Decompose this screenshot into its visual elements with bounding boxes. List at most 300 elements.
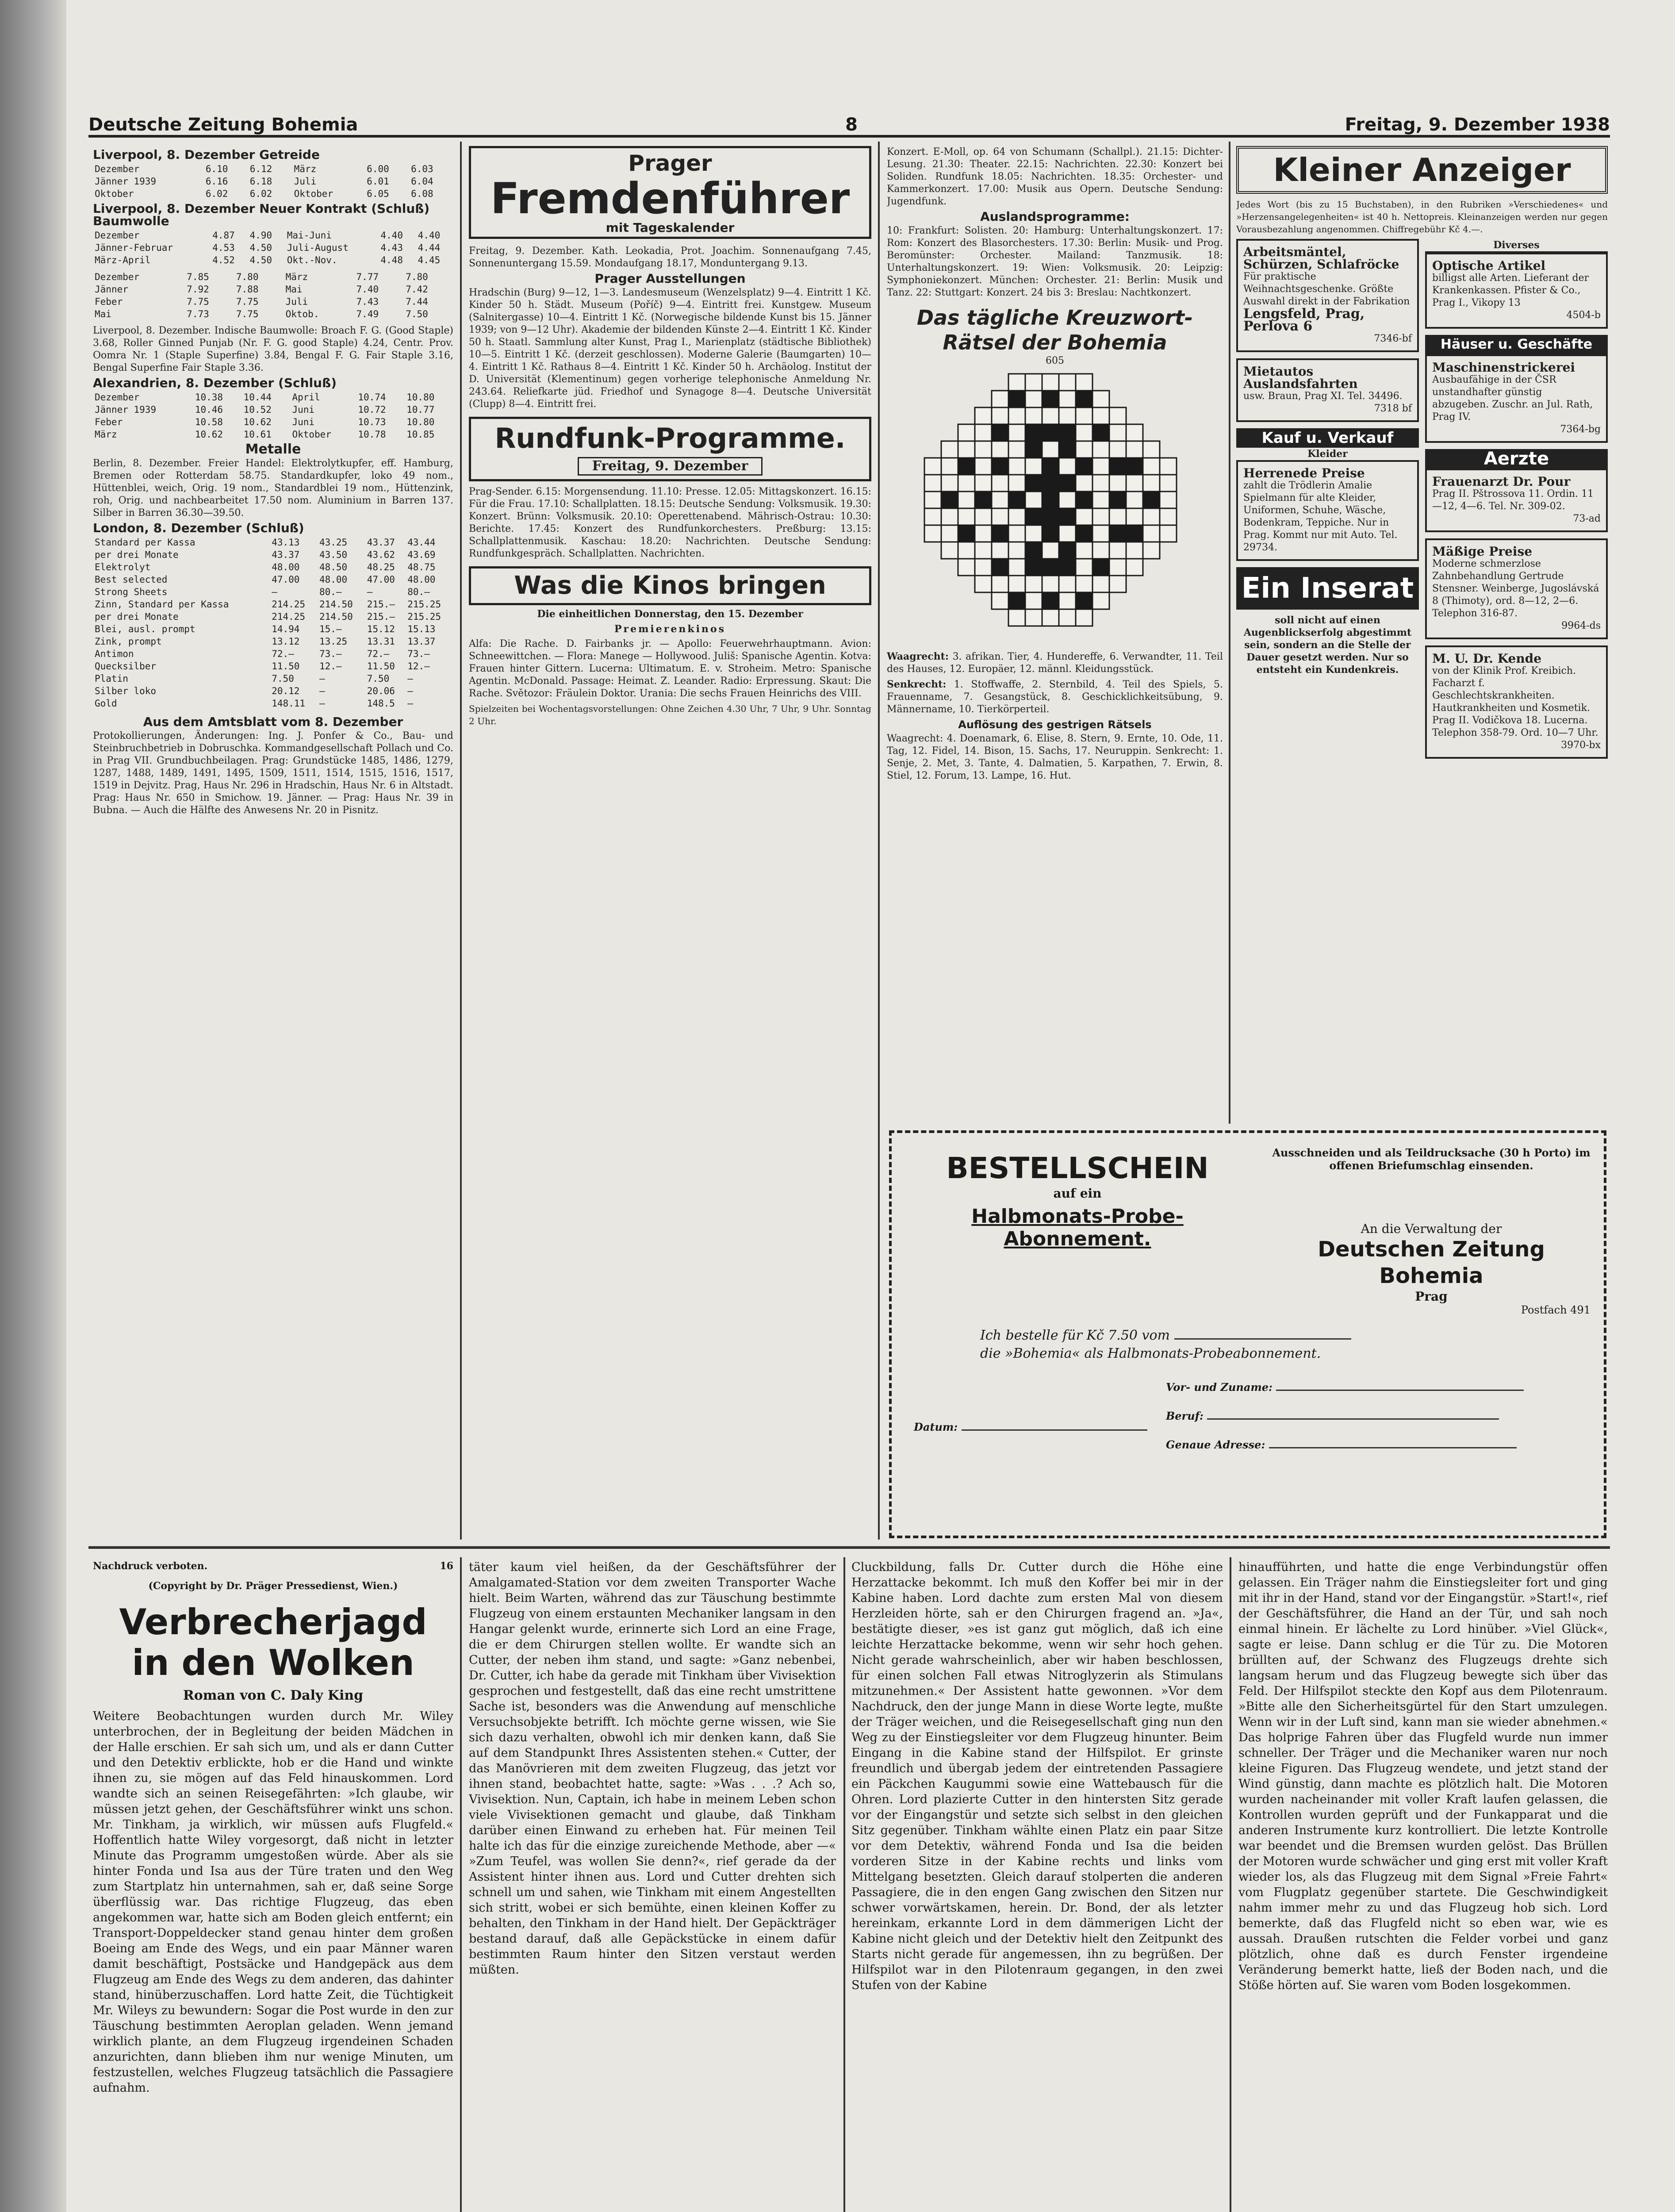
radio-continued-paragraph: Konzert. E-Moll, op. 64 von Schumann (Schallpl.). 21.15: Dichter-Lesung. 21.30: Theater. 22.15: Nachrichten. 22.30: Konzert bei Soliden. Rundfunk 18.05: Nachrichten. 18.35: Orchester- und Kammerkonzert. 17.00: Musik aus Opern. Deutsche Sendung: Jugendfunk. — [887, 146, 1223, 207]
table-cell: 14.94 — [272, 624, 300, 634]
crossword-white-cell[interactable] — [1092, 576, 1109, 592]
novel-installment-number: 16 — [440, 1560, 453, 1572]
classifieds-column — [1236, 146, 1608, 1124]
table-cell: 7.50 — [272, 673, 294, 684]
crossword-black-cell — [1008, 391, 1025, 407]
classifieds-title: Kleiner Anzeiger — [1273, 151, 1571, 188]
crossword-black-cell — [975, 492, 992, 508]
table-cell: Elektrolyt — [95, 562, 151, 572]
crossword-white-cell[interactable] — [975, 407, 992, 424]
table-row — [93, 611, 453, 623]
crossword-white-cell[interactable] — [1025, 391, 1042, 407]
crossword-white-cell[interactable] — [1008, 525, 1025, 542]
crossword-white-cell[interactable] — [975, 441, 992, 458]
crossword-white-cell[interactable] — [1008, 374, 1025, 391]
crossword-white-cell[interactable] — [1042, 441, 1059, 458]
crossword-black-cell — [958, 525, 975, 542]
crossword-white-cell[interactable] — [1059, 374, 1076, 391]
table-cell: 214.50 — [319, 611, 353, 622]
crossword-white-cell[interactable] — [1109, 559, 1126, 576]
crossword-title-line2: Rätsel der Bohemia — [943, 330, 1167, 354]
crossword-white-cell[interactable] — [1042, 609, 1059, 626]
crossword-white-cell[interactable] — [1008, 609, 1025, 626]
table-row: Dezember 6.10 6.12 März 6.00 6.03 — [95, 164, 433, 174]
london-table — [93, 536, 453, 710]
table-cell: 48.00 — [272, 562, 300, 572]
liverpool-table — [93, 163, 453, 200]
crossword-black-cell — [1025, 559, 1042, 576]
order-line2: die »Bohemia« als Halbmonats-Probeabonnement. — [980, 1346, 1321, 1361]
crossword-white-cell[interactable] — [992, 441, 1008, 458]
crossword-white-cell[interactable] — [1008, 424, 1025, 441]
table-cell: 13.31 — [367, 636, 395, 647]
table-cell: 12.— — [407, 661, 430, 672]
table-cell: per drei Monate — [95, 611, 179, 622]
order-fields — [1166, 1381, 1591, 1451]
ad-frauenarzt: Frauenarzt Dr. Pour Prag II. Pštrossova 11. Ordin. 11—12, 4—6. Tel. Nr. 309-02. 73-ad — [1425, 469, 1608, 532]
order-adresse-field[interactable] — [1269, 1447, 1517, 1448]
table-row: März 10.62 10.61 Oktober 10.78 10.85 — [95, 429, 435, 440]
crossword-white-cell[interactable] — [1042, 576, 1059, 592]
crossword-white-cell[interactable] — [1076, 508, 1092, 525]
order-date-field[interactable] — [1174, 1338, 1351, 1340]
table-cell: 148.11 — [272, 698, 306, 709]
crossword-white-cell[interactable] — [941, 508, 958, 525]
crossword-black-cell — [992, 458, 1008, 475]
crossword-white-cell[interactable] — [1059, 407, 1076, 424]
cotton-heading: Liverpool, 8. Dezember Neuer Kontrakt (Schluß) Baumwolle — [93, 201, 430, 228]
table-cell: — — [272, 587, 277, 597]
crossword-black-cell — [1025, 424, 1042, 441]
foreign-programs-heading: Auslandsprogramme: — [980, 209, 1130, 224]
solution-heading: Auflösung des gestrigen Rätsels — [958, 718, 1152, 731]
order-auf: auf ein — [1053, 1186, 1102, 1201]
crossword-white-cell[interactable] — [1025, 525, 1042, 542]
crossword-white-cell[interactable] — [992, 492, 1008, 508]
radio-paragraph: Prag-Sender. 6.15: Morgensendung. 11.10: Presse. 12.05: Mittagskonzert. 16.15: Für die Frau. 17.10: Schallplatten. 18.15: Deutsche Sendung: Volksmusik. 19.30: Konzert. Brünn: Volksmusik. 20.10: Operettenabend. Mährisch-Ostrau: 10.30: Berichte. 17.45: Konzert des Rundfunkorchesters. Preßburg: 13.15: Schallplattenmusik. Kaschau: 18.20: Nachrichten. Deutsche Sendung: Rundfunkgespräch. Schallplatten. Nachrichten. — [469, 486, 871, 559]
crossword-black-cell — [1025, 508, 1042, 525]
table-cell: Standard per Kassa — [95, 537, 195, 548]
table-cell: 80.— — [319, 587, 342, 597]
crossword-white-cell[interactable] — [941, 525, 958, 542]
header-date: Freitag, 9. Dezember 1938 — [1345, 115, 1610, 135]
crossword-white-cell[interactable] — [1160, 492, 1177, 508]
alexandrien-table — [93, 391, 453, 441]
crossword-white-cell[interactable] — [1160, 458, 1177, 475]
table-cell: Blei, ausl. prompt — [95, 624, 195, 634]
crossword-white-cell[interactable] — [1025, 374, 1042, 391]
header-page-number: 8 — [845, 115, 858, 135]
table-row: Mai 7.73 7.75 Oktob. 7.49 7.50 — [95, 309, 428, 319]
table-row: Dezember 10.38 10.44 April 10.74 10.80 — [95, 392, 435, 403]
ein-inserat-heading: Ein Inserat — [1236, 567, 1419, 610]
crossword-white-cell[interactable] — [1008, 576, 1025, 592]
crossword-white-cell[interactable] — [1092, 407, 1109, 424]
crossword-white-cell[interactable] — [958, 441, 975, 458]
order-beruf-field[interactable] — [1207, 1418, 1499, 1420]
table-row: Dezember 7.85 7.80 März 7.77 7.80 — [95, 272, 428, 282]
order-city: Prag — [1415, 1289, 1448, 1304]
crossword-white-cell[interactable] — [924, 492, 941, 508]
table-cell: 73.— — [407, 649, 430, 659]
crossword-white-cell[interactable] — [941, 458, 958, 475]
order-abo-type: Halbmonats-Probe-Abonnement. — [971, 1205, 1184, 1250]
novel-title-line2: in den Wolken — [132, 1642, 414, 1683]
table-cell: 20.12 — [272, 686, 300, 696]
table-cell: 20.06 — [367, 686, 395, 696]
crossword-white-cell[interactable] — [958, 559, 975, 576]
table-cell: 47.00 — [272, 574, 300, 585]
cinema-premieres-label: Premierenkinos — [614, 623, 726, 635]
crossword-black-cell — [1059, 475, 1076, 492]
crossword-white-cell[interactable] — [1126, 475, 1143, 492]
guide-intro: Freitag, 9. Dezember. Kath. Leokadia, Prot. Joachim. Sonnenaufgang 7.45, Sonnenuntergang 15.59. Mondaufgang 18.17, Monduntergang 9.13. — [469, 246, 871, 269]
classifieds-intro: Jedes Wort (bis zu 15 Buchstaben), in den Rubriken »Verschiedenes« und »Herzensangelegenheiten« ist 40 h. Nettopreis. Kleinanzeigen werden nur gegen Vorausbezahlung angenommen. Chiffregebühr Kč 4.—. — [1236, 199, 1608, 234]
table-cell: Zink, prompt — [95, 636, 162, 647]
crossword-white-cell[interactable] — [992, 475, 1008, 492]
crossword-black-cell — [1008, 592, 1025, 609]
crossword-white-cell[interactable] — [1143, 508, 1160, 525]
crossword-white-cell[interactable] — [1025, 609, 1042, 626]
crossword-white-cell[interactable] — [924, 525, 941, 542]
table-cell: 215.— — [367, 611, 395, 622]
crossword-white-cell[interactable] — [958, 508, 975, 525]
haeuser-heading: Häuser u. Geschäfte — [1425, 335, 1608, 354]
ad-mietautos: Mietautos Auslandsfahrten usw. Braun, Prag XI. Tel. 34496. 7318 bf — [1236, 358, 1419, 422]
crossword-black-cell — [1109, 492, 1126, 508]
order-form-left — [909, 1151, 1246, 1250]
table-cell: Gold — [95, 698, 117, 709]
crossword-white-cell[interactable] — [1160, 525, 1177, 542]
crossword-white-cell[interactable] — [1126, 492, 1143, 508]
crossword-white-cell[interactable] — [941, 441, 958, 458]
radio-date: Freitag, 9. Dezember — [578, 457, 763, 476]
table-cell: 72.— — [367, 649, 390, 659]
crossword-white-cell[interactable] — [1042, 374, 1059, 391]
order-name-label: Vor- und Zuname: — [1166, 1381, 1273, 1394]
crossword-white-cell[interactable] — [1059, 391, 1076, 407]
table-cell: 214.50 — [319, 599, 353, 610]
crossword-white-cell[interactable] — [1008, 475, 1025, 492]
crossword-white-cell[interactable] — [1092, 542, 1109, 559]
crossword-cells — [924, 374, 1177, 626]
table-cell: 73.— — [319, 649, 342, 659]
crossword-white-cell[interactable] — [1008, 441, 1025, 458]
table-cell: 214.25 — [272, 599, 306, 610]
ad-maessige-preise: Mäßige Preise Moderne schmerzlose Zahnbehandlung Gertrude Stensner. Weinberge, Jugoslávská 8 (Thimoty), ord. 8—12, 2—6. Telephon 316-87. 9964-ds — [1425, 538, 1608, 639]
table-row — [93, 536, 453, 549]
crossword-white-cell[interactable] — [1109, 508, 1126, 525]
table-row: Jänner 1939 10.46 10.52 Juni 10.72 10.77 — [95, 404, 435, 415]
order-line1: Ich bestelle für Kč 7.50 vom — [980, 1328, 1170, 1343]
crossword-white-cell[interactable] — [1059, 525, 1076, 542]
order-datum-label: Datum: — [914, 1421, 958, 1433]
crossword-white-cell[interactable] — [1076, 609, 1092, 626]
crossword-white-cell[interactable] — [1126, 508, 1143, 525]
crossword-white-cell[interactable] — [1092, 391, 1109, 407]
crossword-black-cell — [1042, 458, 1059, 475]
liverpool-heading: Liverpool, 8. Dezember Getreide — [93, 147, 320, 162]
crossword-black-cell — [1025, 441, 1042, 458]
crossword-black-cell — [1042, 508, 1059, 525]
order-to: An die Verwaltung der — [1361, 1221, 1502, 1236]
kauf-verkauf-heading: Kauf u. Verkauf — [1236, 428, 1419, 448]
crossword-white-cell[interactable] — [975, 525, 992, 542]
crossword-white-cell[interactable] — [1076, 374, 1092, 391]
waagrecht-paragraph: Waagrecht: 3. afrikan. Tier, 4. Hundereffe, 6. Verwandter, 11. Teil des Hauses, 12. Europäer, 12. männl. Kleidungsstück. — [887, 651, 1223, 675]
table-row — [93, 623, 453, 635]
novel-author: Roman von C. Daly King — [183, 1688, 364, 1703]
crossword-white-cell[interactable] — [1126, 441, 1143, 458]
order-datum — [914, 1421, 1147, 1433]
crossword-black-cell — [1109, 525, 1126, 542]
crossword-white-cell[interactable] — [1025, 492, 1042, 508]
crossword-white-cell[interactable] — [1076, 424, 1092, 441]
crossword-white-cell[interactable] — [1109, 542, 1126, 559]
table-row — [93, 685, 453, 697]
crossword-white-cell[interactable] — [1092, 592, 1109, 609]
crossword-white-cell[interactable] — [1143, 458, 1160, 475]
kleider-label: Kleider — [1307, 448, 1348, 460]
crossword-white-cell[interactable] — [941, 475, 958, 492]
crossword-white-cell[interactable] — [958, 424, 975, 441]
crossword-white-cell[interactable] — [975, 424, 992, 441]
table-row: Jänner-Februar 4.53 4.50 Juli-August 4.43 4.44 — [95, 242, 441, 253]
novel-column-3 — [851, 1559, 1223, 2212]
crossword-white-cell[interactable] — [958, 542, 975, 559]
table-row: Feber 7.75 7.75 Juli 7.43 7.44 — [95, 296, 428, 307]
crossword-white-cell[interactable] — [1109, 576, 1126, 592]
crossword-white-cell[interactable] — [924, 508, 941, 525]
ad-maschinenstrickerei: Maschinenstrickerei Ausbaufähige in der ČSR unstandhafter günstig abzugeben. Zuschr. an Jul. Rath, Prag IV. 7364-bg — [1425, 354, 1608, 443]
markets-column — [93, 146, 453, 1540]
table-cell: — — [407, 673, 413, 684]
radio-heading: Rundfunk-Programme. — [494, 422, 846, 454]
table-row: Dezember 4.87 4.90 Mai-Juni 4.40 4.40 — [95, 230, 441, 241]
crossword-white-cell[interactable] — [1126, 559, 1143, 576]
crossword-white-cell[interactable] — [1076, 407, 1092, 424]
crossword-number: 605 — [1046, 355, 1064, 366]
crossword-white-cell[interactable] — [1076, 559, 1092, 576]
order-form — [889, 1130, 1606, 1538]
crossword-title-line1: Das tägliche Kreuzwort- — [916, 306, 1193, 330]
crossword-white-cell[interactable] — [941, 542, 958, 559]
crossword-white-cell[interactable] — [1109, 407, 1126, 424]
guide-subtitle: mit Tageskalender — [606, 220, 735, 235]
classifieds-grid — [1236, 239, 1608, 765]
london-heading: London, 8. Dezember (Schluß) — [93, 521, 304, 535]
crossword-white-cell[interactable] — [1059, 458, 1076, 475]
table-cell: 43.69 — [407, 549, 436, 560]
order-beruf-label: Beruf: — [1166, 1409, 1204, 1422]
crossword-white-cell[interactable] — [1109, 424, 1126, 441]
table-row: Oktober 6.02 6.02 Oktober 6.05 6.08 — [95, 188, 433, 199]
crossword-white-cell[interactable] — [1109, 441, 1126, 458]
crossword-white-cell[interactable] — [1126, 542, 1143, 559]
cinema-box — [469, 566, 871, 605]
crossword-black-cell — [958, 458, 975, 475]
crossword-white-cell[interactable] — [1092, 441, 1109, 458]
crossword-white-cell[interactable] — [1143, 441, 1160, 458]
crossword-white-cell[interactable] — [1008, 508, 1025, 525]
crossword-black-cell — [1126, 458, 1143, 475]
crossword-white-cell[interactable] — [1109, 475, 1126, 492]
novel-text-1: Weitere Beobachtungen wurden durch Mr. Wiley unterbrochen, der in Begleitung der beiden Mädchen in der Halle erschien. Er sah sich um, und als er dann Cutter und den Detektiv erblickte, hob er die Hand und winkte ihnen zu, sie mögen auf das Feld hinauskommen. Lord wandte sich an seinen Reisegefährten: »Ich glaube, wir müssen jetzt gehen, der Geschäftsführer winkt uns schon. Mr. Tinkham, ja wirklich, wir müssen aufs Flugfeld.« Hoffentlich hatte Wiley vorgesorgt, daß nicht in letzter Minute das Programm umgestoßen würde. Aber als sie hinter Fonda und Isa aus der Türe traten und den Weg zum Startplatz hin unternahmen, sah er, daß seine Sorge überflüssig war. Das richtige Flugzeug, das eben angekommen war, hatte sich am Boden gleich entfernt; ein Transport-Doppeldecker stand genau hinter dem großen Boeing am Ende des Wegs, und ein paar Männer waren damit beschäftigt, Postsäcke und Handgepäck aus dem Flugzeug am Ende des Wegs zu dem anderen, das dahinter stand, hinüberzuschaffen. Lord hatte Zeit, die Tüchtigkeit Mr. Wileys zu bewundern: Sogar die Post wurde in den zur Täuschung bestimmten Aeroplan geladen. Wenn jemand wirklich plante, an dem Flugzeug irgendeinen Schaden anzurichten, dann blieben ihm nur wenige Minuten, um festzustellen, welches Flugzeug tatsächlich die Passagiere aufnahm. — [93, 1709, 453, 2095]
crossword-black-cell — [1076, 492, 1092, 508]
crossword-white-cell[interactable] — [1025, 458, 1042, 475]
table-cell: 43.37 — [272, 549, 300, 560]
crossword-white-cell[interactable] — [992, 508, 1008, 525]
crossword-white-cell[interactable] — [1025, 592, 1042, 609]
crossword-white-cell[interactable] — [1059, 492, 1076, 508]
table-cell: 215.25 — [407, 599, 441, 610]
crossword-white-cell[interactable] — [975, 475, 992, 492]
order-text — [980, 1328, 1577, 1361]
novel-copyright: (Copyright by Dr. Präger Pressedienst, Wien.) — [148, 1580, 398, 1592]
crossword-white-cell[interactable] — [975, 559, 992, 576]
crossword-white-cell[interactable] — [1092, 525, 1109, 542]
table-cell: 15.12 — [367, 624, 395, 634]
aerzte-heading: Aerzte — [1425, 449, 1608, 469]
crossword-white-cell[interactable] — [1092, 508, 1109, 525]
page-header — [88, 104, 1610, 138]
column-rule — [878, 142, 880, 1540]
table-cell: 13.12 — [272, 636, 300, 647]
table-cell: 148.5 — [367, 698, 395, 709]
crossword-black-cell — [1059, 508, 1076, 525]
order-name-field[interactable] — [1276, 1390, 1524, 1391]
crossword-white-cell[interactable] — [1042, 407, 1059, 424]
table-cell: 215.— — [367, 599, 395, 610]
guide-column — [469, 146, 871, 1540]
crossword-black-cell — [1076, 391, 1092, 407]
crossword-white-cell[interactable] — [1076, 475, 1092, 492]
crossword-white-cell[interactable] — [1059, 576, 1076, 592]
ein-inserat-text: soll nicht auf einen Augenblickserfolg abgestimmt sein, sondern an die Stelle der Dauer gesetzt werden. Nur so entsteht ein Kundenkreis. — [1243, 614, 1412, 676]
crossword-white-cell[interactable] — [1008, 559, 1025, 576]
metalle-paragraph: Berlin, 8. Dezember. Freier Handel: Elektrolytkupfer, eff. Hamburg, Bremen oder Rotterdam 58.75. Standardkupfer, loko 49 nom., Hüttenblei, weich, Orig. 19 nom., Standardblei 19 nom., Hüttenzink, roh, Orig. und nachbearbeitet 17.50 nom. Aluminium in Barren 137. Silber in Barren 36.30—39.50. — [93, 458, 453, 518]
cinema-paragraph: Alfa: Die Rache. D. Fairbanks jr. — Apollo: Feuerwehrhauptmann. Avion: Schneewittchen. — Flora: Manege — Hollywood. Juliš: Spanische Agentin. Kotva: Frauen hinter Gittern. Lucerna: Ultimatum. E. v. Stroheim. Metro: Spanische Agentin. McDonald. Passage: Heimat. Z. Leander. Radio: Erpressung. Skaut: Die Rache. Světozor: Fräulein Doktor. Urania: Die sechs Frauen Heinrichs des VIII. — [469, 638, 871, 699]
table-row: Feber 10.58 10.62 Juni 10.73 10.80 — [95, 417, 435, 427]
crossword-white-cell[interactable] — [1160, 508, 1177, 525]
crossword-black-cell — [1059, 542, 1076, 559]
table-cell: — — [319, 686, 325, 696]
crossword-black-cell — [1042, 592, 1059, 609]
table-cell: Antimon — [95, 649, 134, 659]
table-cell: 48.75 — [407, 562, 436, 572]
table-row — [93, 697, 453, 710]
table-cell: Quecksilber — [95, 661, 157, 672]
crossword-white-cell[interactable] — [924, 475, 941, 492]
crossword-white-cell[interactable] — [958, 492, 975, 508]
crossword-white-cell[interactable] — [992, 391, 1008, 407]
crossword-white-cell[interactable] — [1160, 475, 1177, 492]
crossword-white-cell[interactable] — [1143, 542, 1160, 559]
table-cell: — — [407, 698, 413, 709]
crossword-black-cell — [1025, 475, 1042, 492]
table-cell: Zinn, Standard per Kassa — [95, 599, 229, 610]
classifieds-right — [1425, 239, 1608, 765]
crossword-white-cell[interactable] — [1092, 492, 1109, 508]
crossword-white-cell[interactable] — [1143, 475, 1160, 492]
table-cell: 7.50 — [367, 673, 390, 684]
table-row: März-April 4.52 4.50 Okt.-Nov. 4.48 4.45 — [95, 255, 441, 265]
table-cell: 48.25 — [367, 562, 395, 572]
table-cell: 47.00 — [367, 574, 395, 585]
crossword-white-cell[interactable] — [1076, 441, 1092, 458]
table-cell: 13.37 — [407, 636, 436, 647]
table-cell: 15.13 — [407, 624, 436, 634]
table-cell: 48.00 — [407, 574, 436, 585]
order-datum-field[interactable] — [962, 1429, 1147, 1431]
table-cell: Strong Sheets — [95, 587, 168, 597]
crossword-white-cell[interactable] — [1076, 542, 1092, 559]
table-cell: 43.13 — [272, 537, 300, 548]
crossword-white-cell[interactable] — [1076, 576, 1092, 592]
guide-masthead — [469, 146, 871, 239]
crossword-white-cell[interactable] — [924, 458, 941, 475]
crossword-white-cell[interactable] — [1059, 609, 1076, 626]
crossword-white-cell[interactable] — [1092, 458, 1109, 475]
crossword-white-cell[interactable] — [992, 576, 1008, 592]
crossword-black-cell — [1076, 592, 1092, 609]
exhibitions-heading: Prager Ausstellungen — [594, 271, 746, 286]
table-cell: 43.62 — [367, 549, 395, 560]
crossword-white-cell[interactable] — [1059, 592, 1076, 609]
novel-topline — [93, 1559, 453, 1573]
ad-dr-kende: M. U. Dr. Kende von der Klinik Prof. Kreibich. Facharzt f. Geschlechtskrankheiten. Hautkrankheiten und Kosmetik. Prag II. Vodičkova 18. Lucerna. Telephon 358-79. Ord. 10—7 Uhr. 3970-bx — [1425, 645, 1608, 759]
table-cell: Best selected — [95, 574, 168, 585]
crossword-white-cell[interactable] — [1008, 407, 1025, 424]
table-row — [93, 549, 453, 561]
crossword-white-cell[interactable] — [975, 508, 992, 525]
order-paper: Deutschen Zeitung Bohemia — [1318, 1237, 1545, 1288]
crossword-white-cell[interactable] — [1092, 475, 1109, 492]
crossword-white-cell[interactable] — [958, 475, 975, 492]
crossword-white-cell[interactable] — [992, 592, 1008, 609]
novel-text-4: hinaufführten, und hatte die enge Verbindungstür offen gelassen. Ein Träger nahm die Einstiegsleiter fort und ging mit ihr in der Hand, stand vor der Eingangstür. »Start!«, rief der Geschäftsführer, die Hand an der Tür, und sah noch einmal hinein. Er lächelte zu Lord hinüber. »Viel Glück«, sagte er leise. Dann schlug er die Tür zu. Die Motoren brüllten auf, der Schwanz des Flugzeugs drehte sich langsam herum und das Flugzeug bewegte sich über das Feld. Der Hilfspilot steckte den Kopf aus dem Pilotenraum. »Bitte alle den Sicherheitsgürtel für den Start umzulegen. Wenn wir in der Luft sind, kann man sie wieder abnehmen.« Das holprige Fahren über das Flugfeld wurde nun immer schneller. Der Träger und die Mechaniker waren nur noch kleine Figuren. Das Flugzeug wendete, und jetzt stand der Wind günstig, dann machte es plötzlich halt. Die Motoren wurden nacheinander mit voller Kraft laufen gelassen, die Kontrollen wurden geprüft und der Funkapparat und die anderen Instrumente kurz kontrolliert. Die letzte Kontrolle war beendet und die Bremsen wurden gelöst. Das Brüllen der Motoren wurde schwächer und ging erst mit voller Kraft wieder los, als das Flugzeug mit dem Signal »Freie Fahrt« vom Flugplatz gegenüber startete. Die Geschwindigkeit nahm immer mehr zu und das Flugzeug hob sich. Lord bemerkte, daß das Flugfeld nicht so eben war, wie es aussah. Draußen rutschten die Felder vorbei und ganz plötzlich, ohne daß es durch Fenster irgendeine Veränderung bemerkt hatte, ließ der Boden nach, und die Stöße hörten auf. Sie waren vom Boden losgekommen. — [1238, 1560, 1608, 1992]
cotton-paragraph: Liverpool, 8. Dezember. Indische Baumwolle: Broach F. G. (Good Staple) 3.68, Roller Ginned Punjab (Nr. F. G. good Staple) 4.24, Centr. Prov. Oomra Nr. 1 (Staple Superfine) 3.84, Bengal F. G. Fair Staple 3.16, Bengal Superfine Fair Staple 3.36. — [93, 325, 453, 373]
crossword-white-cell[interactable] — [1025, 576, 1042, 592]
crossword-white-cell[interactable] — [975, 458, 992, 475]
table-row — [93, 648, 453, 660]
crossword-white-cell[interactable] — [1126, 424, 1143, 441]
table-cell: 11.50 — [272, 661, 300, 672]
crossword-white-cell[interactable] — [1042, 542, 1059, 559]
crossword-heading — [887, 305, 1223, 367]
bremen-table — [93, 271, 453, 320]
section-divider — [88, 1546, 1610, 1549]
crossword-white-cell[interactable] — [1143, 525, 1160, 542]
crossword-white-cell[interactable] — [1025, 407, 1042, 424]
table-row: Jänner 7.92 7.88 Mai 7.40 7.42 — [95, 284, 428, 295]
crossword-white-cell[interactable] — [1008, 458, 1025, 475]
metalle-heading: Metalle — [245, 442, 301, 457]
crossword-black-cell — [1126, 525, 1143, 542]
ad-herren-preise: Herrenede Preise zahlt die Trödlerin Amalie Spielmann für alte Kleider, Uniformen, Schuhe, Wäsche, Bodenkram, Teppiche. Nur in Prag. Kommt nur mit Auto. Tel. 29734. — [1236, 460, 1419, 561]
crossword-white-cell[interactable] — [992, 407, 1008, 424]
crossword-white-cell[interactable] — [975, 576, 992, 592]
radio-box — [469, 417, 871, 481]
table-row: Jänner 1939 6.16 6.18 Juli 6.01 6.04 — [95, 176, 433, 187]
cotton-table — [93, 229, 453, 266]
crossword-black-cell — [941, 492, 958, 508]
crossword-white-cell[interactable] — [992, 542, 1008, 559]
crossword-white-cell[interactable] — [975, 542, 992, 559]
crossword-white-cell[interactable] — [1008, 542, 1025, 559]
table-row — [93, 586, 453, 598]
crossword-black-cell — [1042, 475, 1059, 492]
